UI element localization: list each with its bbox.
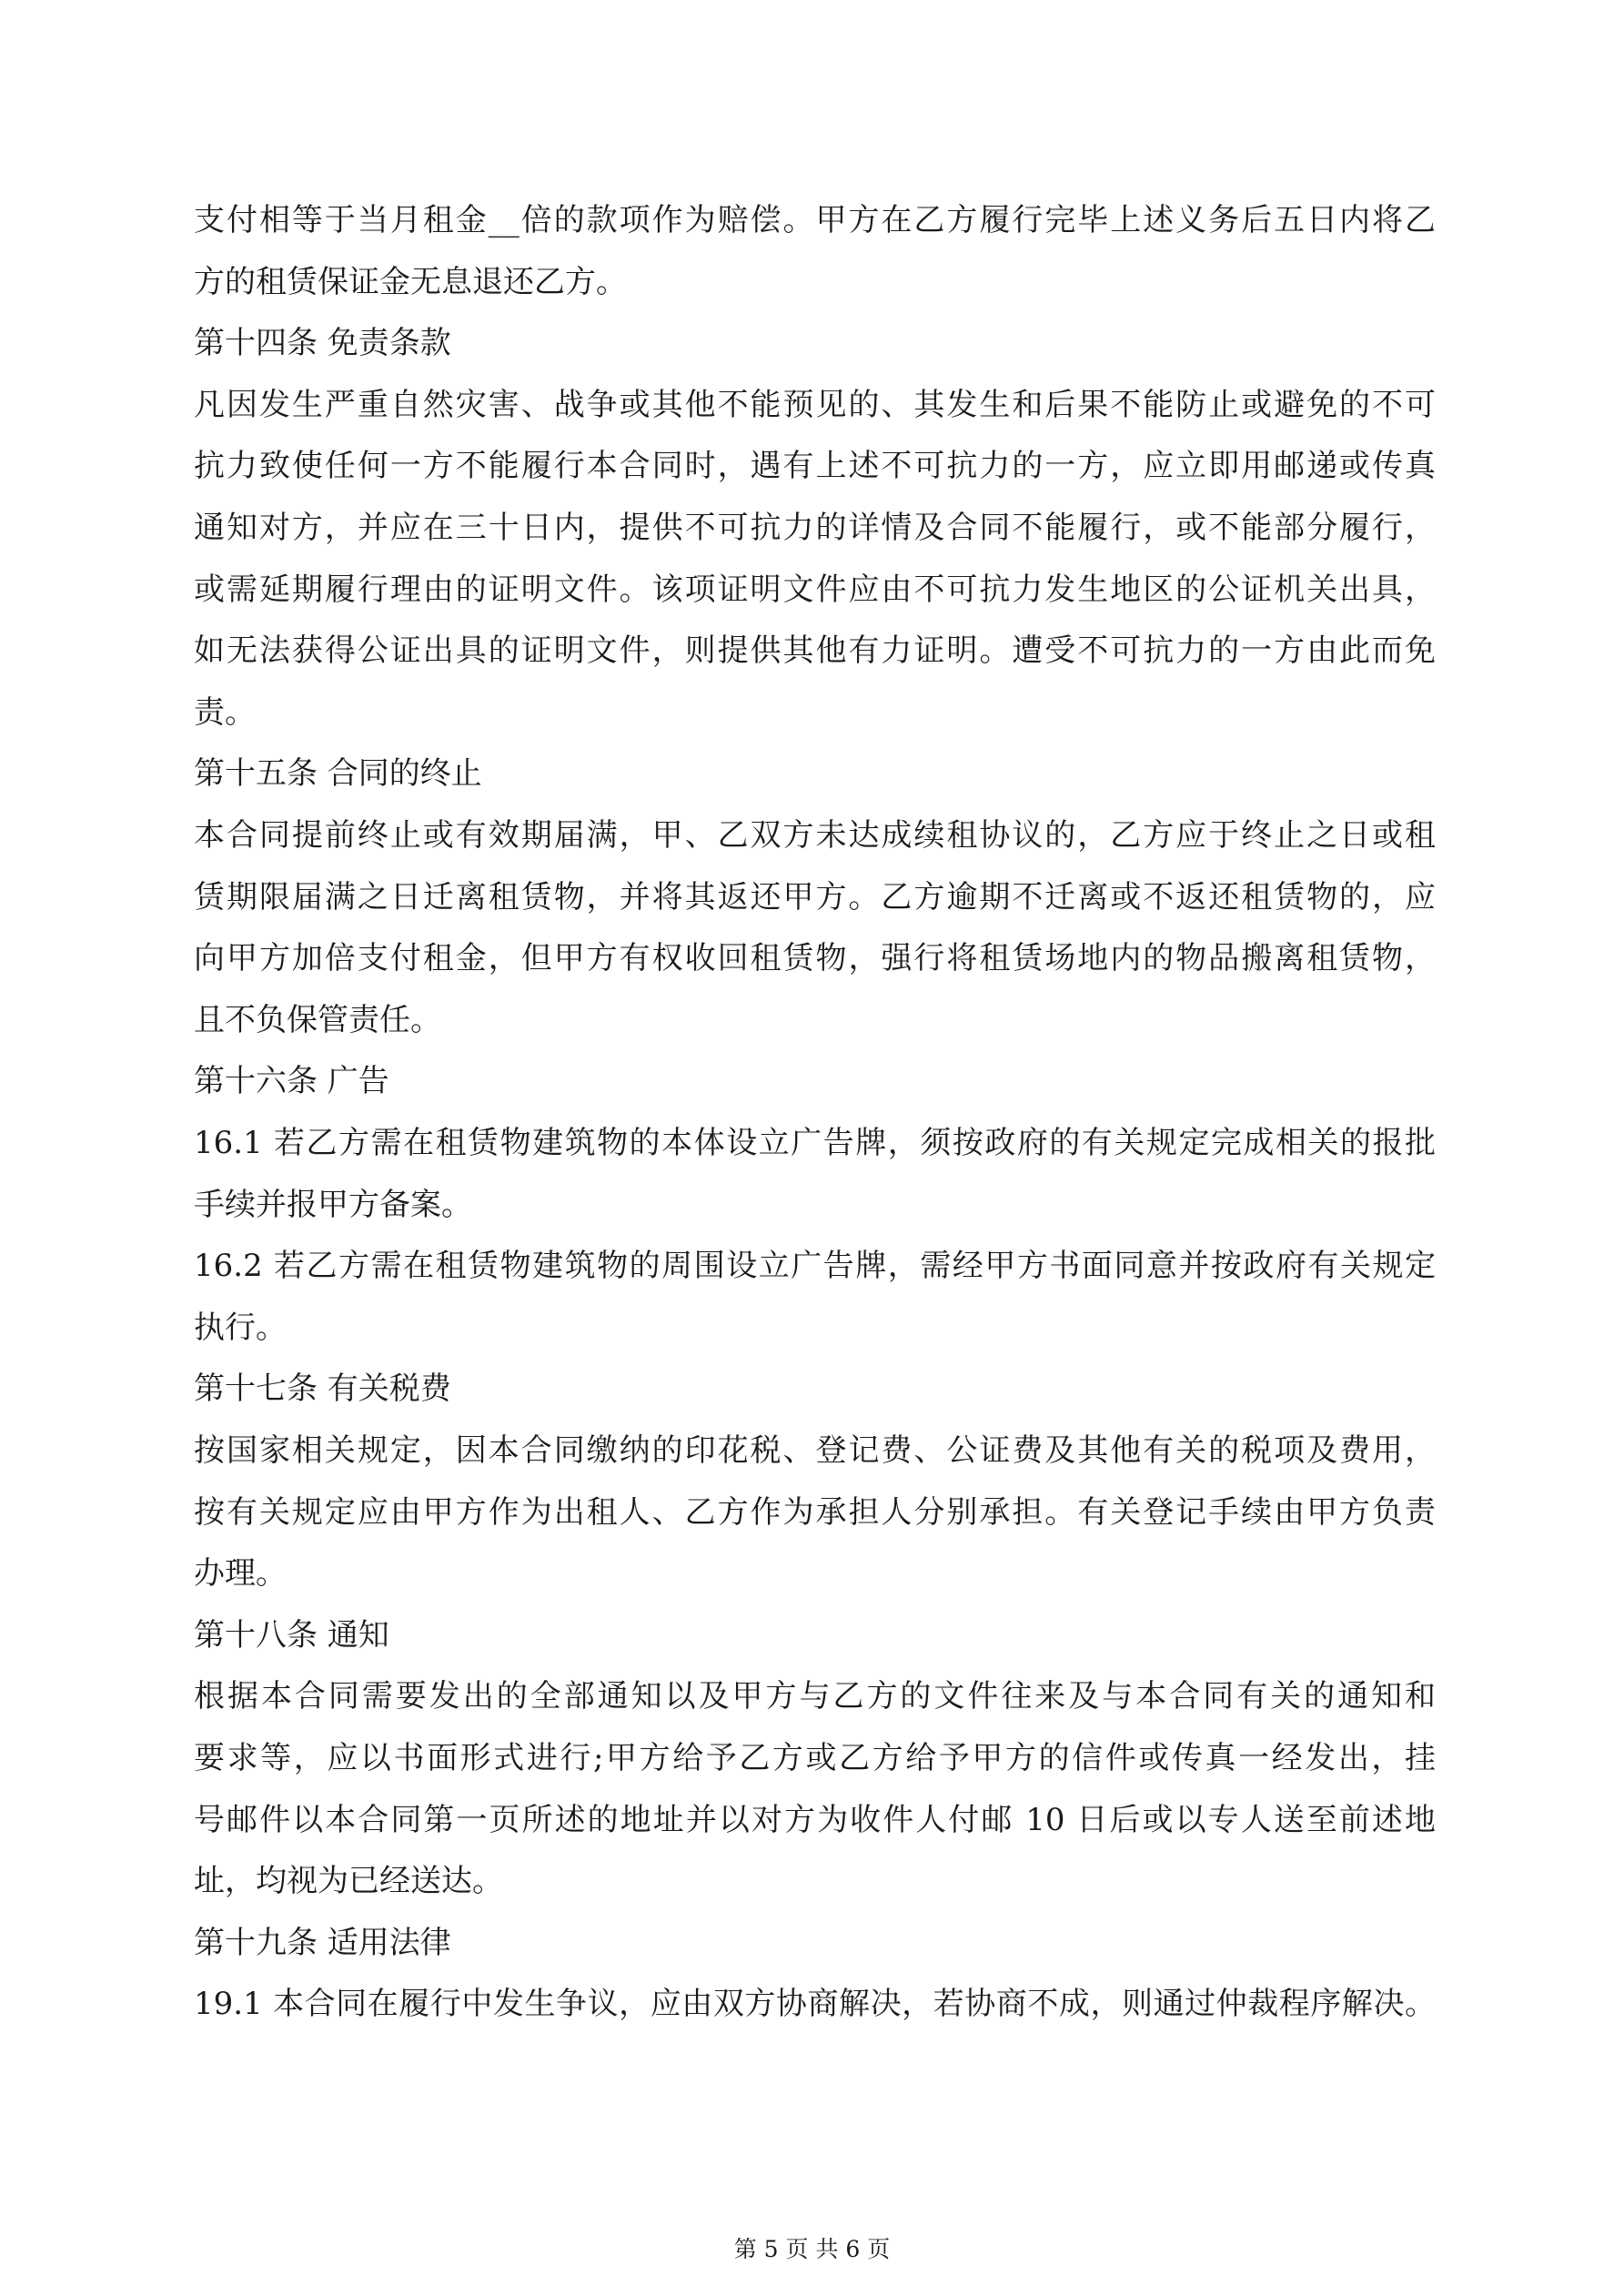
text-line: 第十六条 广告 — [194, 1063, 389, 1099]
text-line: 根据本合同需要发出的全部通知以及甲方与乙方的文件往来及与本合同有关的通知和 — [194, 1678, 1436, 1714]
text-line: 办理。 — [194, 1555, 287, 1592]
text-line: 要求等，应以书面形式进行;甲方给予乙方或乙方给予甲方的信件或传真一经发出，挂 — [194, 1740, 1436, 1776]
text-line: 且不负保管责任。 — [194, 1002, 441, 1038]
text-line: 本合同提前终止或有效期届满，甲、乙双方未达成续租协议的，乙方应于终止之日或租 — [194, 817, 1436, 854]
text-line: 支付相等于当月租金__倍的款项作为赔偿。甲方在乙方履行完毕上述义务后五日内将乙 — [194, 202, 1436, 238]
text-line: 第十八条 通知 — [194, 1617, 389, 1654]
text-line: 号邮件以本合同第一页所述的地址并以对方为收件人付邮 10 日后或以专人送至前述地 — [194, 1802, 1436, 1838]
text-line: 19.1 本合同在履行中发生争议，应由双方协商解决，若协商不成，则通过仲裁程序解决。 — [194, 1986, 1436, 2022]
text-line: 通知对方，并应在三十日内，提供不可抗力的详情及合同不能履行，或不能部分履行， — [194, 510, 1436, 546]
text-line: 或需延期履行理由的证明文件。该项证明文件应由不可抗力发生地区的公证机关出具， — [194, 571, 1436, 608]
text-line: 第十五条 合同的终止 — [194, 755, 482, 792]
text-line: 按国家相关规定，因本合同缴纳的印花税、登记费、公证费及其他有关的税项及费用， — [194, 1432, 1436, 1469]
text-line: 赁期限届满之日迁离租赁物，并将其返还甲方。乙方逾期不迁离或不返还租赁物的，应 — [194, 879, 1436, 915]
text-line: 按有关规定应由甲方作为出租人、乙方作为承担人分别承担。有关登记手续由甲方负责 — [194, 1494, 1436, 1531]
text-line: 第十九条 适用法律 — [194, 1925, 451, 1961]
text-line: 址，均视为已经送达。 — [194, 1863, 503, 1899]
page-number-footer: 第 5 页 共 6 页 — [733, 2236, 891, 2262]
text-line: 凡因发生严重自然灾害、战争或其他不能预见的、其发生和后果不能防止或避免的不可 — [194, 387, 1436, 423]
text-line: 责。 — [194, 694, 256, 731]
text-line: 手续并报甲方备案。 — [194, 1187, 472, 1223]
text-line: 第十七条 有关税费 — [194, 1371, 451, 1407]
text-line: 16.2 若乙方需在租赁物建筑物的周围设立广告牌，需经甲方书面同意并按政府有关规定 — [194, 1248, 1436, 1284]
text-line: 执行。 — [194, 1310, 287, 1346]
text-line: 向甲方加倍支付租金，但甲方有权收回租赁物，强行将租赁场地内的物品搬离租赁物， — [194, 940, 1436, 976]
text-line: 如无法获得公证出具的证明文件，则提供其他有力证明。遭受不可抗力的一方由此而免 — [194, 632, 1436, 669]
text-line: 方的租赁保证金无息退还乙方。 — [194, 264, 627, 300]
text-line: 第十四条 免责条款 — [194, 325, 451, 361]
text-line: 抗力致使任何一方不能履行本合同时，遇有上述不可抗力的一方，应立即用邮递或传真 — [194, 448, 1436, 484]
text-line: 16.1 若乙方需在租赁物建筑物的本体设立广告牌，须按政府的有关规定完成相关的报批 — [194, 1125, 1436, 1161]
